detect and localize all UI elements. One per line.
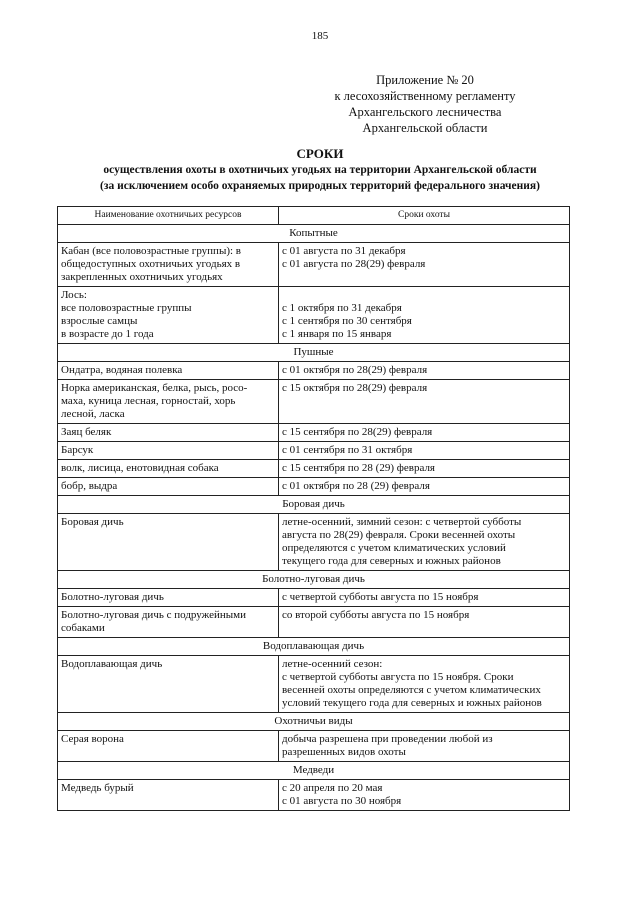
period-cell	[279, 780, 570, 811]
table-row	[58, 731, 570, 762]
period-line: летне-осенний, зимний сезон: с четвертой субботы	[282, 516, 522, 528]
period-line: с 01 августа по 31 декабря	[282, 245, 406, 257]
section-fur: Пушные	[58, 344, 570, 362]
appendix-line: Архангельской области	[362, 121, 488, 135]
period-line	[282, 289, 566, 302]
resource-cell	[58, 287, 279, 344]
resource-line: взрослые самцы	[61, 315, 138, 327]
period-line: августа по 28(29) февраля. Сроки весенней охоты	[282, 529, 516, 541]
header-period: Сроки охоты	[279, 207, 570, 225]
resource-line: закрепленных охотничьих угодьях	[61, 271, 223, 283]
table-row	[58, 478, 570, 496]
table-row	[58, 287, 570, 344]
document-subtitle	[0, 162, 640, 194]
period-line: с 20 апреля по 20 мая	[282, 782, 383, 794]
period-cell	[279, 287, 570, 344]
table-row	[58, 243, 570, 287]
period-line: летне-осенний сезон:	[282, 658, 383, 670]
period-line: добыча разрешена при проведении любой из	[282, 733, 493, 745]
resource-line: общедоступных охотничьих угодьях в	[61, 258, 241, 270]
resource-cell: Боровая дичь	[58, 514, 279, 571]
table-row	[58, 380, 570, 424]
resource-cell	[58, 380, 279, 424]
period-line: с 01 августа по 30 ноября	[282, 795, 402, 807]
resource-cell	[58, 243, 279, 287]
hunting-periods-table	[57, 206, 570, 811]
period-line: весенней охоты определяются с учетом климатических	[282, 684, 541, 696]
section-row	[58, 638, 570, 656]
resource-line: собаками	[61, 622, 105, 634]
period-cell: с четвертой субботы августа по 15 ноября	[279, 589, 570, 607]
resource-cell: Барсук	[58, 442, 279, 460]
period-line: определяются с учетом климатических условий	[282, 542, 506, 554]
subtitle-line: осуществления охоты в охотничьих угодьях на территории Архангельской области	[103, 164, 537, 176]
period-line: с 1 октября по 31 декабря	[282, 302, 402, 314]
resource-line: все половозрастные группы	[61, 302, 192, 314]
resource-cell: Водоплавающая дичь	[58, 656, 279, 713]
resource-cell: бобр, выдра	[58, 478, 279, 496]
period-cell: с 01 октября по 28(29) февраля	[279, 362, 570, 380]
resource-cell	[58, 607, 279, 638]
table-row	[58, 424, 570, 442]
table-row	[58, 362, 570, 380]
resource-line: Лось:	[61, 289, 87, 301]
period-cell: с 15 сентября по 28(29) февраля	[279, 424, 570, 442]
resource-line: маха, куница лесная, горностай, хорь	[61, 395, 236, 407]
subtitle-line: (за исключением особо охраняемых природных территорий федерального значения)	[100, 180, 540, 192]
period-line: с 01 августа по 28(29) февраля	[282, 258, 426, 270]
table-header-row	[58, 207, 570, 225]
section-game: Охотничьи виды	[58, 713, 570, 731]
period-cell	[279, 243, 570, 287]
period-cell: с 01 октября по 28 (29) февраля	[279, 478, 570, 496]
table-row	[58, 460, 570, 478]
section-row	[58, 496, 570, 514]
document-title: СРОКИ	[296, 146, 344, 161]
section-row	[58, 344, 570, 362]
period-line: с 1 января по 15 января	[282, 328, 392, 340]
period-cell	[279, 514, 570, 571]
period-line: с 1 сентября по 30 сентября	[282, 315, 412, 327]
resource-line: лесной, ласка	[61, 408, 125, 420]
period-cell: с 15 октября по 28(29) февраля	[279, 380, 570, 424]
appendix-line: Архангельского лесничества	[348, 105, 502, 119]
appendix-block	[300, 72, 550, 136]
table-row	[58, 656, 570, 713]
table-row	[58, 780, 570, 811]
table-row	[58, 442, 570, 460]
section-row	[58, 225, 570, 243]
section-marsh: Болотно-луговая дичь	[58, 571, 570, 589]
resource-cell: волк, лисица, енотовидная собака	[58, 460, 279, 478]
resource-line: Болотно-луговая дичь с подружейными	[61, 609, 246, 621]
resource-line: Норка американская, белка, рысь, росо-	[61, 382, 248, 394]
period-line: разрешенных видов охоты	[282, 746, 406, 758]
resource-cell: Медведь бурый	[58, 780, 279, 811]
resource-line: в возрасте до 1 года	[61, 328, 154, 340]
resource-cell: Болотно-луговая дичь	[58, 589, 279, 607]
section-upland: Боровая дичь	[58, 496, 570, 514]
period-cell: со второй субботы августа по 15 ноября	[279, 607, 570, 638]
period-cell	[279, 656, 570, 713]
period-cell: с 15 сентября по 28 (29) февраля	[279, 460, 570, 478]
period-cell: с 01 сентября по 31 октября	[279, 442, 570, 460]
table-row	[58, 607, 570, 638]
section-row	[58, 713, 570, 731]
period-cell	[279, 731, 570, 762]
appendix-line: Приложение № 20	[376, 73, 474, 87]
resource-cell: Ондатра, водяная полевка	[58, 362, 279, 380]
period-line: с четвертой субботы августа по 15 ноября. Сроки	[282, 671, 514, 683]
resource-cell: Заяц беляк	[58, 424, 279, 442]
section-row	[58, 762, 570, 780]
header-resource: Наименование охотничьих ресурсов	[58, 207, 279, 225]
table-row	[58, 589, 570, 607]
page-number: 185	[311, 30, 329, 42]
appendix-line: к лесохозяйственному регламенту	[334, 89, 516, 103]
period-line: условий текущего года для северных и южных районов	[282, 697, 542, 709]
resource-cell: Серая ворона	[58, 731, 279, 762]
section-water: Водоплавающая дичь	[58, 638, 570, 656]
resource-line: Кабан (все половозрастные группы): в	[61, 245, 242, 257]
section-bears: Медведи	[58, 762, 570, 780]
section-hoofed: Копытные	[58, 225, 570, 243]
section-row	[58, 571, 570, 589]
period-line: текущего года для северных и южных районов	[282, 555, 501, 567]
table-row	[58, 514, 570, 571]
